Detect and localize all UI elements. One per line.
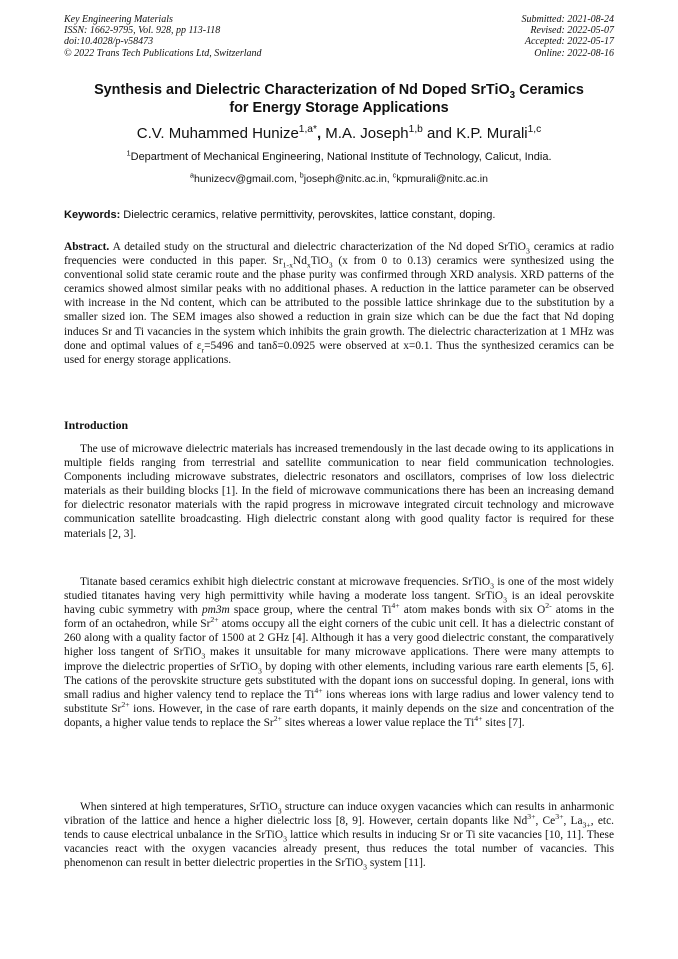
date-submitted: Submitted: 2021-08-24: [521, 14, 614, 25]
author-list: C.V. Muhammed Hunize$^{1,a*}$, M.A. Joseph$^{1,b}$ and K.P. Murali$^{1,c}$: [136, 124, 542, 142]
keywords: [64, 208, 614, 222]
paragraph: When sintered at high temperatures, SrTiO$_3$ structure can induce oxygen vacancies which can results in anharmonic vibration of the lattice and hence a higher dielectric loss [8, 9]. However, certain dopants like $Nd^{3+}$, $Ce^{3+}$, $La_{3+}$, etc. tends to cause electrical unbalance in the SrTiO$_3$ lattice which results in inducing Sr or Ti site vacancies [10, 11]. These vacancies react with the oxygen vacancies already present, thus reduces the total number of vacancies. This phenomenon can result in better dielectric properties in the SrTiO$_3$ system [11].: [64, 801, 614, 872]
journal-name: Key Engineering Materials: [64, 14, 173, 25]
title-line-2: for Energy Storage Applications: [229, 100, 449, 116]
abstract: Abstract. A detailed study on the structural and dielectric characterization of the Nd doped SrTiO$_3$ ceramics at radio frequencies were conducted in this paper. $Sr_{1-x}Nd_xTiO_3$ (x from 0 to 0.13) ceramics were synthesized using the conventional solid state ceramic route and the phase purity was confirmed through XRD analysis. XRD patterns of the ceramics showed almost similar peaks with no additional phases. A reduction in the lattice parameter can be observed with increase in the Nd content, which can be attributed to the possible lattice shrinkage due to the substitution by a smaller sized ion. The SEM images also showed a reduction in grain size which can be due the fact that Nd doping induces Sr and Ti vacancies in the system which inhibits the grain growth. The dielectric characterization at 1 MHz was done and optimal values of $\varepsilon_r=5496$ and tanδ=0.0925 were observed at x=0.1. Thus the synthesized ceramics can be used for energy storage applications.: [64, 241, 614, 366]
email-link[interactable]: hunizecv@gmail.com,: [194, 173, 300, 185]
author-name: M.A. Joseph: [325, 125, 409, 142]
keywords-label: Keywords:: [64, 209, 121, 221]
paragraph: The use of microwave dielectric materials has increased tremendously in the last decade owing to its applications in multiple fields ranging from terrestrial and satellite communication to near field communication technologies. Components including microwave substrates, dielectric resonators and oscillators, comprises of low loss dielectric materials as their building blocks [1]. In the field of microwave communications there has been an increasing demand for dielectric resonator materials with the rapid progress in microwave integrated circuit technology and microwave communication satellite broadcasting. High dielectric constant along with good quality factor is required for these materials [2, 3].: [64, 443, 614, 540]
affiliation: $^1$Department of Mechanical Engineering, National Institute of Technology, Calicut, India.: [126, 148, 552, 163]
journal-copyright: © 2022 Trans Tech Publications Ltd, Switzerland: [64, 47, 262, 59]
keywords-text: Dielectric ceramics, relative permittivity, perovskites, lattice constant, doping.: [120, 209, 496, 221]
paper-title: [40, 81, 638, 117]
journal-issn: ISSN: 1662-9795, Vol. 928, pp 113-118: [64, 25, 221, 37]
journal-info: [64, 14, 262, 59]
author-name: K.P. Murali: [456, 125, 528, 142]
author-name: C.V. Muhammed Hunize: [136, 125, 299, 142]
date-revised: Revised: 2022-05-07: [530, 25, 614, 37]
abstract-label: Abstract.: [64, 241, 110, 253]
email-link[interactable]: joseph@nitc.ac.in,: [303, 173, 393, 185]
date-accepted: Accepted: 2022-05-17: [524, 36, 614, 48]
date-online: Online: 2022-08-16: [534, 47, 614, 59]
paragraph: Titanate based ceramics exhibit high dielectric constant at microwave frequencies. SrTiO$_3$ is one of the most widely studied titanates having very high permittivity while having a moderate loss tangent. SrTiO$_3$ is an ideal perovskite having cubic symmetry with pm3m space group, where the central $Ti^{4+}$ atom makes bonds with six $O^{2-}$ atoms in the form of an octahedron, while $Sr^{2+}$ atoms occupy all the eight corners of the cubic unit cell. It has a dielectric constant of 260 along with a quality factor of 1500 at 2 GHz [4]. Although it has a very good dielectric constant, the comparatively higher loss tangent of SrTiO$_3$ makes it unsuitable for many microwave applications. There were many attempts to improve the dielectric properties of SrTiO$_3$ by doping with other elements, including various rare earth elements [5, 6]. The cations of the perovskite structure gets substituted with the dopant ions on successful doping. In general, ions with small radius and higher valency tend to replace the $Ti^{4+}$ ions whereas ions with large radius and lower valency tend to substitute $Sr^{2+}$ ions. However, in the case of rare earth dopants, it mainly depends on the size and concentration of the dopants, a higher value tends to replace the $Sr^{2+}$ sites whereas a lower value replace the $Ti^{4+}$ sites [7].: [64, 576, 615, 729]
journal-doi: doi:10.4028/p-v58473: [64, 36, 154, 48]
email-link[interactable]: kpmurali@nitc.ac.in: [396, 173, 488, 185]
section-heading-introduction: Introduction: [64, 418, 129, 432]
title-line-1: Synthesis and Dielectric Characterization of Nd Doped SrTiO$_3$ Ceramics: [94, 82, 584, 101]
author-emails: $^a$hunizecv@gmail.com, $^b$joseph@nitc.ac.in, $^c$kpmurali@nitc.ac.in: [190, 171, 488, 185]
publication-dates: [522, 14, 615, 59]
